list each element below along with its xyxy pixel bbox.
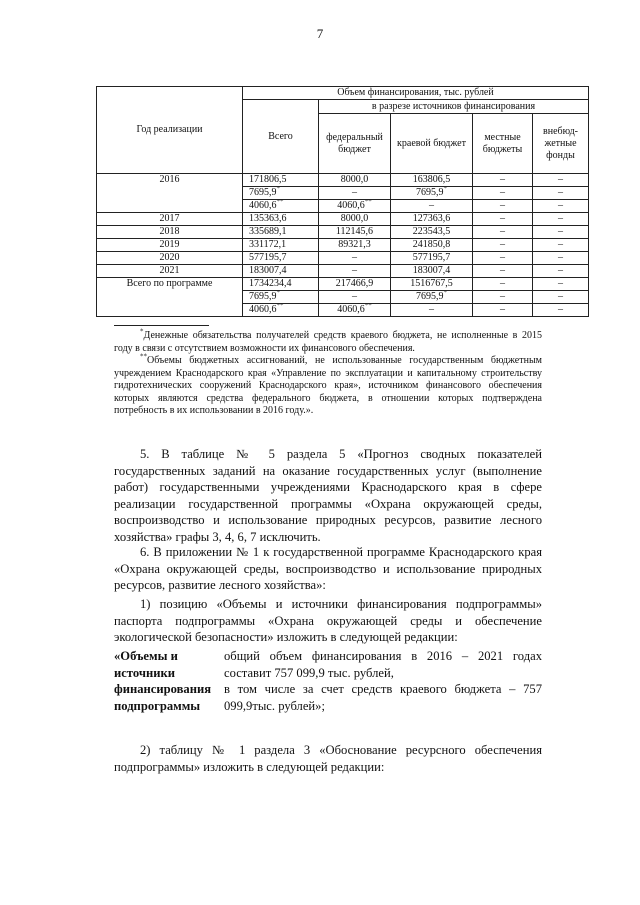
cell-total: 4060,6** [243,304,319,317]
cell-federal: 4060,6** [319,200,391,213]
funding-position-value: общий объем финансирования в 2016 – 2021 годах составит 757 099,9 тыс. рублей, в том числе за счет средств краевого бюджета – 757 099,9тыс. рублей»; [224,649,542,713]
cell-regional: 127363,6 [391,213,473,226]
cell-extra: – [533,200,589,213]
cell-extra: – [533,252,589,265]
cell-total: 183007,4 [243,265,319,278]
cell-extra: – [533,213,589,226]
cell-extra: – [533,291,589,304]
header-local: местные бюджеты [473,114,533,174]
cell-regional: – [391,304,473,317]
cell-local: – [473,187,533,200]
cell-extra: – [533,265,589,278]
cell-regional: – [391,200,473,213]
cell-total: 1734234,4 [243,278,319,291]
cell-federal: 89321,3 [319,239,391,252]
table-row [97,278,589,291]
table-row [97,174,589,187]
cell-federal: 8000,0 [319,174,391,187]
row-year: 2016 [97,174,243,213]
cell-federal: 4060,6** [319,304,391,317]
cell-total: 577195,7 [243,252,319,265]
cell-regional: 7695,9* [391,187,473,200]
header-year: Год реализации [97,87,243,174]
row-year: 2020 [97,252,243,265]
paragraph-5: 5. В таблице № 5 раздела 5 «Прогноз сводных показателей государственных заданий на оказание государственных услуг (выполнение работ) государственными учреждениями Краснодарского края в сфере реализации государственной программы «Охрана окружающей среды, воспроизводство и использование природных ресурсов, развитие лесного хозяйства» графы 3, 4, 6, 7 исключить. [114,447,542,544]
cell-federal: – [319,252,391,265]
cell-local: – [473,239,533,252]
paragraph-item-2: 2) таблицу № 1 раздела 3 «Обоснование ресурсного обеспечения подпрограммы» изложить в следующей редакции: [114,743,542,774]
cell-federal: – [319,291,391,304]
cell-total: 135363,6 [243,213,319,226]
cell-total: 331172,1 [243,239,319,252]
paragraph-6: 6. В приложении № 1 к государственной программе Краснодарского края «Охрана окружающей среды, воспроизводство и использование природных ресурсов, развитие лесного хозяйства»: [114,545,542,592]
cell-local: – [473,252,533,265]
cell-extra: – [533,304,589,317]
cell-extra: – [533,239,589,252]
header-regional: краевой бюджет [391,114,473,174]
cell-regional: 7695,9* [391,291,473,304]
cell-local: – [473,213,533,226]
cell-regional: 577195,7 [391,252,473,265]
cell-total: 4060,6** [243,200,319,213]
cell-federal: 217466,9 [319,278,391,291]
table-row [97,226,589,239]
paragraph-item-1: 1) позицию «Объемы и источники финансирования подпрограммы» паспорта подпрограммы «Охрана окружающей среды и обеспечение экологической безопасности» изложить в следующей редакции: [114,597,542,644]
cell-total: 7695,9* [243,187,319,200]
cell-regional: 183007,4 [391,265,473,278]
funding-position-key: «Объемы и источники финансирования подпрограммы [114,649,212,713]
cell-federal: 112145,6 [319,226,391,239]
cell-extra: – [533,174,589,187]
financing-table [96,86,589,317]
table-row [97,239,589,252]
cell-extra: – [533,278,589,291]
table-row [97,265,589,278]
table-row [97,252,589,265]
footnotes [114,327,542,418]
row-year: 2019 [97,239,243,252]
cell-local: – [473,278,533,291]
row-year: Всего по программе [97,278,243,317]
cell-local: – [473,265,533,278]
cell-federal: – [319,187,391,200]
cell-total: 7695,9* [243,291,319,304]
cell-local: – [473,226,533,239]
page-number: 7 [316,26,324,41]
footnote-2: **Объемы бюджетных ассигнований, не использованные государственным бюджетным учреждением Краснодарского края «Управление по эксплуатации и капитальному строительству гидротехнических сооружений Краснодарского края», источником финансового обеспечения которых являются средства федерального бюджета, в отношении которых подтверждена потребность в их использовании в 2016 году.». [114,352,542,416]
cell-extra: – [533,226,589,239]
cell-extra: – [533,187,589,200]
header-extra: внебюд-жетные фонды [533,114,589,174]
row-year: 2017 [97,213,243,226]
header-by-source: в разрезе источников финансирования [319,100,589,114]
cell-regional: 223543,5 [391,226,473,239]
cell-federal: 8000,0 [319,213,391,226]
cell-local: – [473,291,533,304]
cell-local: – [473,200,533,213]
cell-local: – [473,174,533,187]
table-row [97,213,589,226]
cell-local: – [473,304,533,317]
cell-total: 335689,1 [243,226,319,239]
cell-regional: 1516767,5 [391,278,473,291]
footnote-divider [114,325,209,326]
cell-regional: 241850,8 [391,239,473,252]
row-year: 2018 [97,226,243,239]
row-year: 2021 [97,265,243,278]
header-funding: Объем финансирования, тыс. рублей [243,87,589,100]
cell-federal: – [319,265,391,278]
header-federal: федеральный бюджет [319,114,391,174]
cell-total: 171806,5 [243,174,319,187]
header-total: Всего [243,100,319,174]
footnote-1: *Денежные обязательства получателей средств краевого бюджета, не исполненные в 2015 году в связи с отсутствием возможности их финансового обеспечения. [114,327,542,354]
cell-regional: 163806,5 [391,174,473,187]
